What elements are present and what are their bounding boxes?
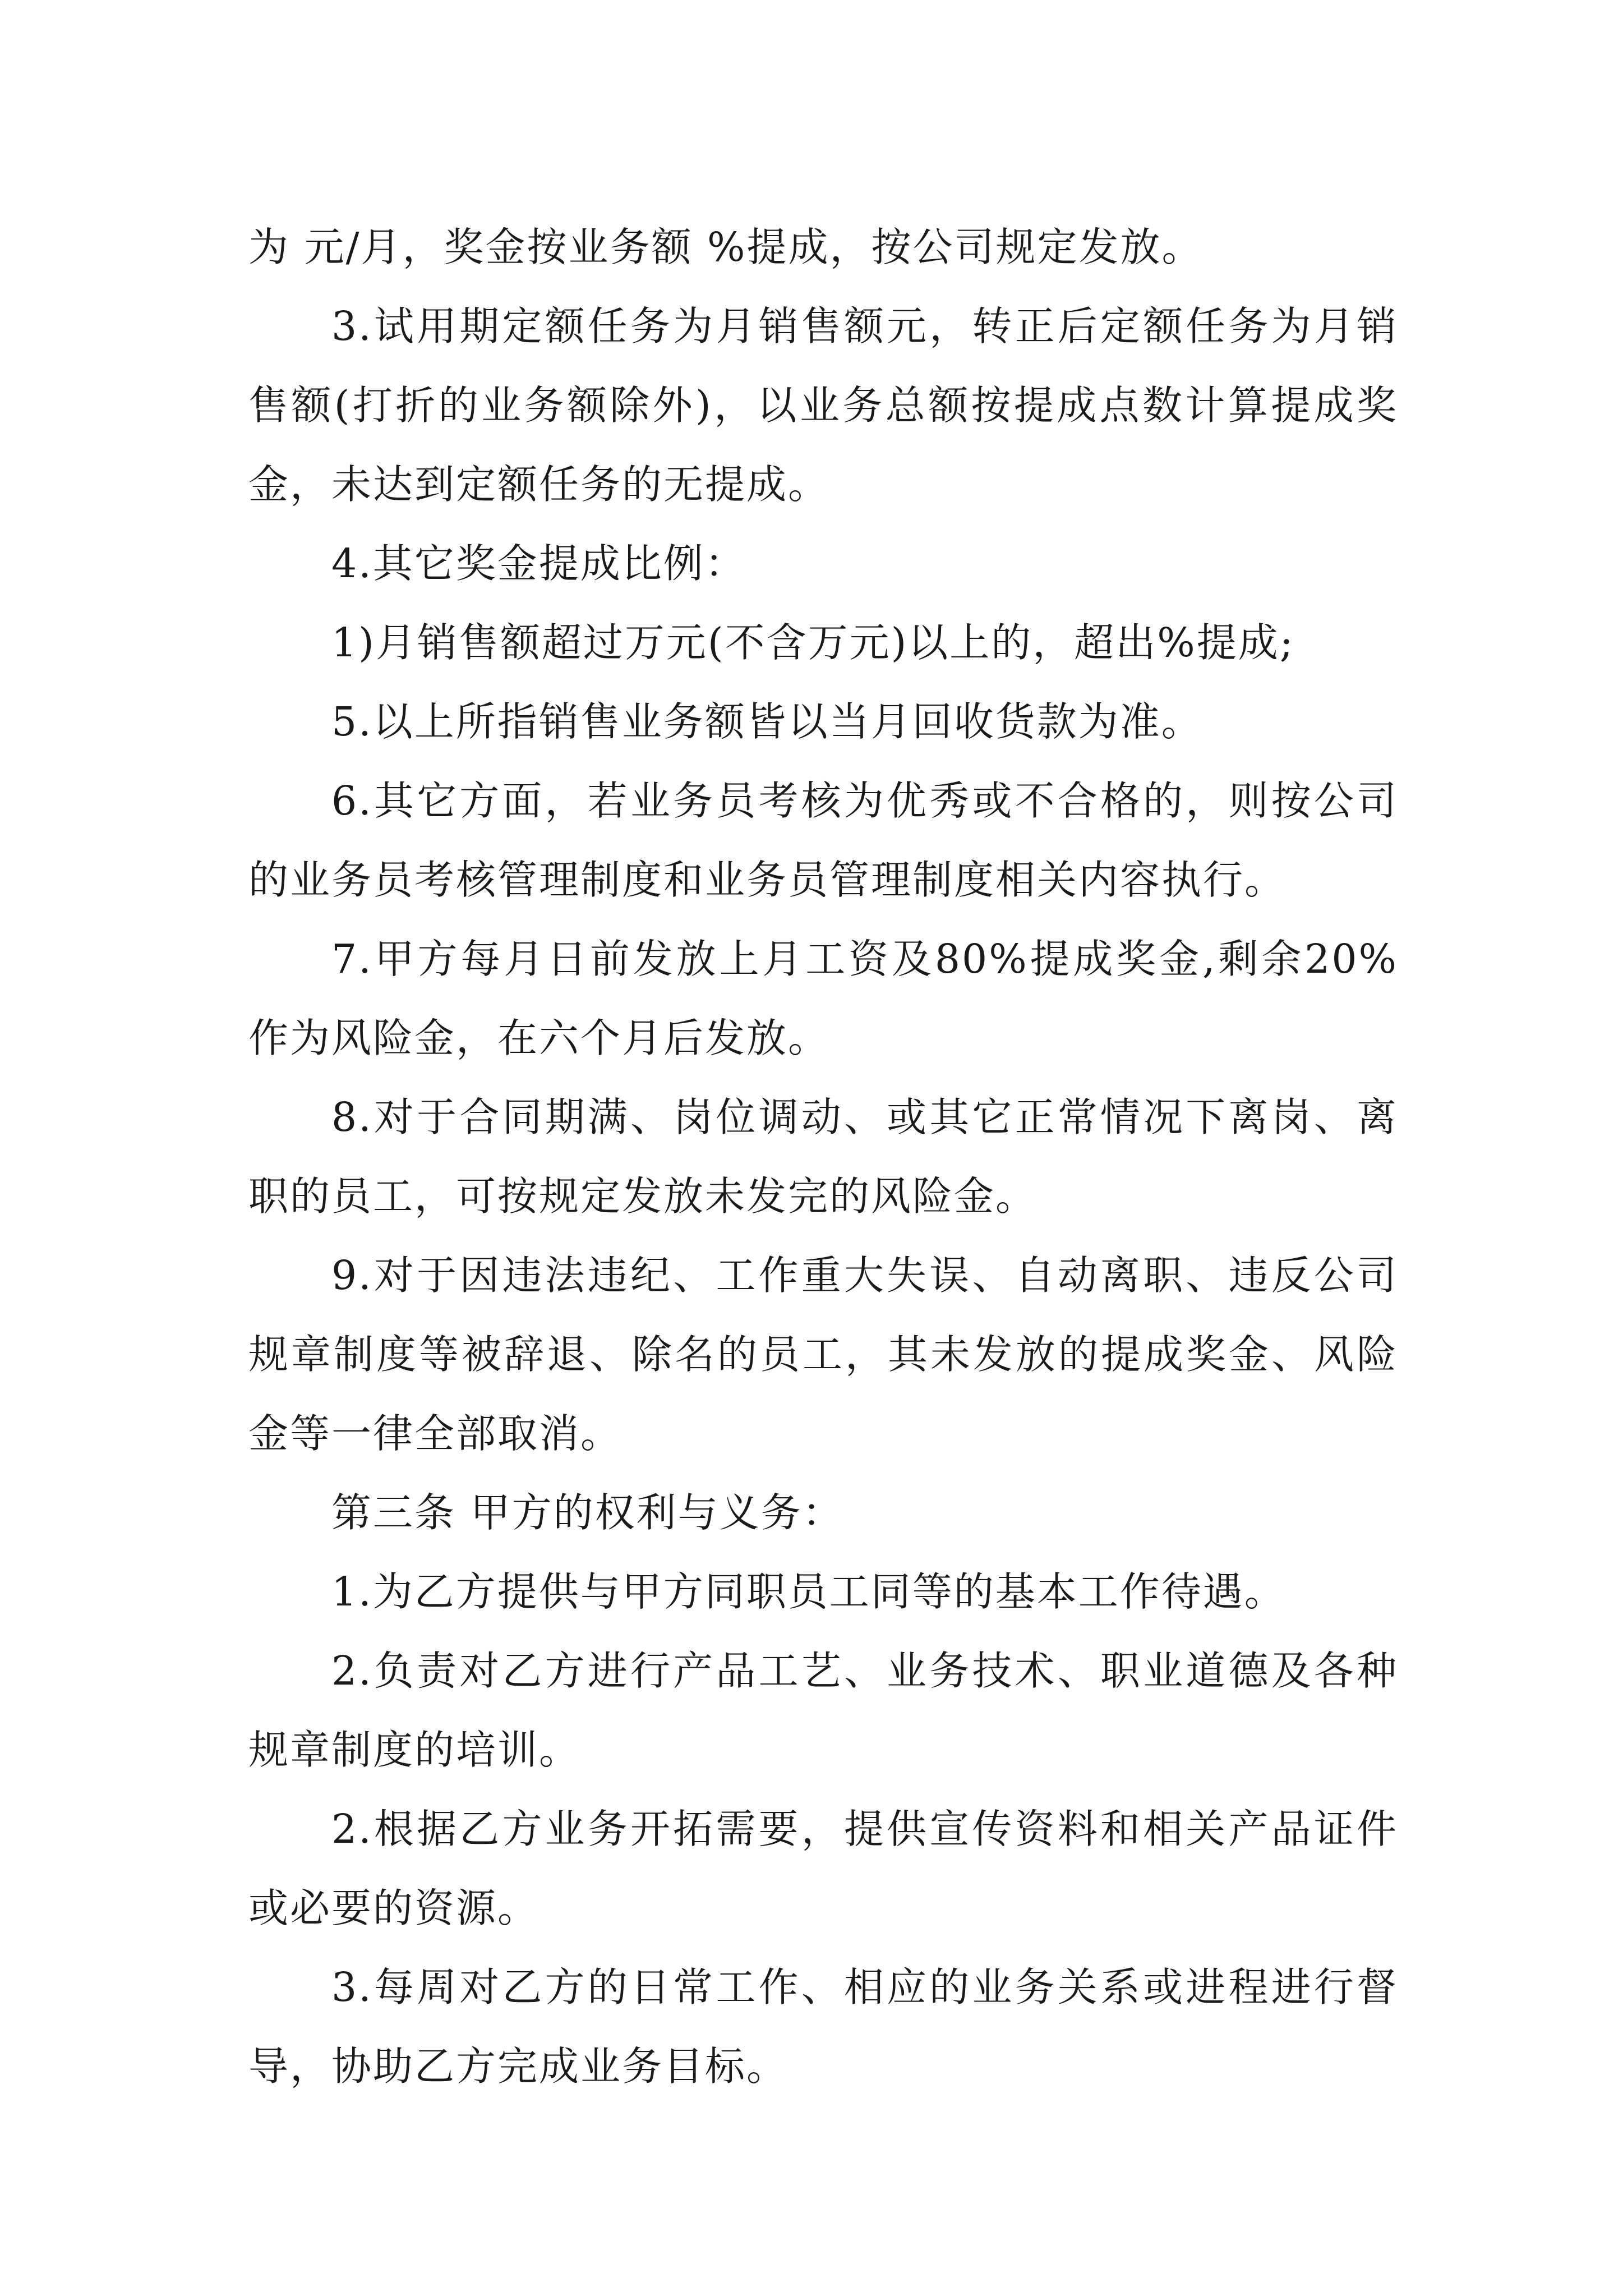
paragraph-salary-bonus: 为 元/月，奖金按业务额 %提成，按公司规定发放。 [248, 224, 1204, 270]
paragraph-basic-treatment: 1.为乙方提供与甲方同职员工同等的基本工作待遇。 [331, 1568, 1286, 1615]
paragraph-materials-resources: 2.根据乙方业务开拓需要，提供宣传资料和相关产品证件或必要的资源。 [248, 1806, 1398, 1931]
paragraph-payment-risk-fund: 7.甲方每月日前发放上月工资及80%提成奖金,剩余20%作为风险金，在六个月后发放。 [248, 936, 1398, 1061]
document-body [248, 208, 1398, 2106]
paragraph-weekly-supervision: 3.每周对乙方的日常工作、相应的业务关系或进程进行督导，协助乙方完成业务目标。 [248, 1964, 1398, 2090]
paragraph-quota-task: 3.试用期定额任务为月销售额元，转正后定额任务为月销售额(打折的业务额除外)，以业务总额按提成点数计算提成奖金，未达到定额任务的无提成。 [248, 303, 1398, 508]
paragraph-dismissal: 9.对于因违法违纪、工作重大失误、自动离职、违反公司规章制度等被辞退、除名的员工，其未发放的提成奖金、风险金等一律全部取消。 [248, 1252, 1398, 1457]
paragraph-other-bonus-ratio: 4.其它奖金提成比例： [331, 540, 746, 587]
paragraph-sales-basis: 5.以上所指销售业务额皆以当月回收货款为准。 [331, 698, 1203, 745]
section-heading-party-a-rights: 第三条 甲方的权利与义务： [331, 1489, 844, 1536]
paragraph-training: 2.负责对乙方进行产品工艺、业务技术、职业道德及各种规章制度的培训。 [248, 1648, 1398, 1773]
paragraph-monthly-sales-over: 1)月销售额超过万元(不含万元)以上的，超出%提成; [331, 619, 1295, 666]
paragraph-normal-departure: 8.对于合同期满、岗位调动、或其它正常情况下离岗、离职的员工，可按规定发放未发完的风险金。 [248, 1094, 1398, 1220]
paragraph-assessment: 6.其它方面，若业务员考核为优秀或不合格的，则按公司的业务员考核管理制度和业务员管理制度相关内容执行。 [248, 777, 1398, 903]
